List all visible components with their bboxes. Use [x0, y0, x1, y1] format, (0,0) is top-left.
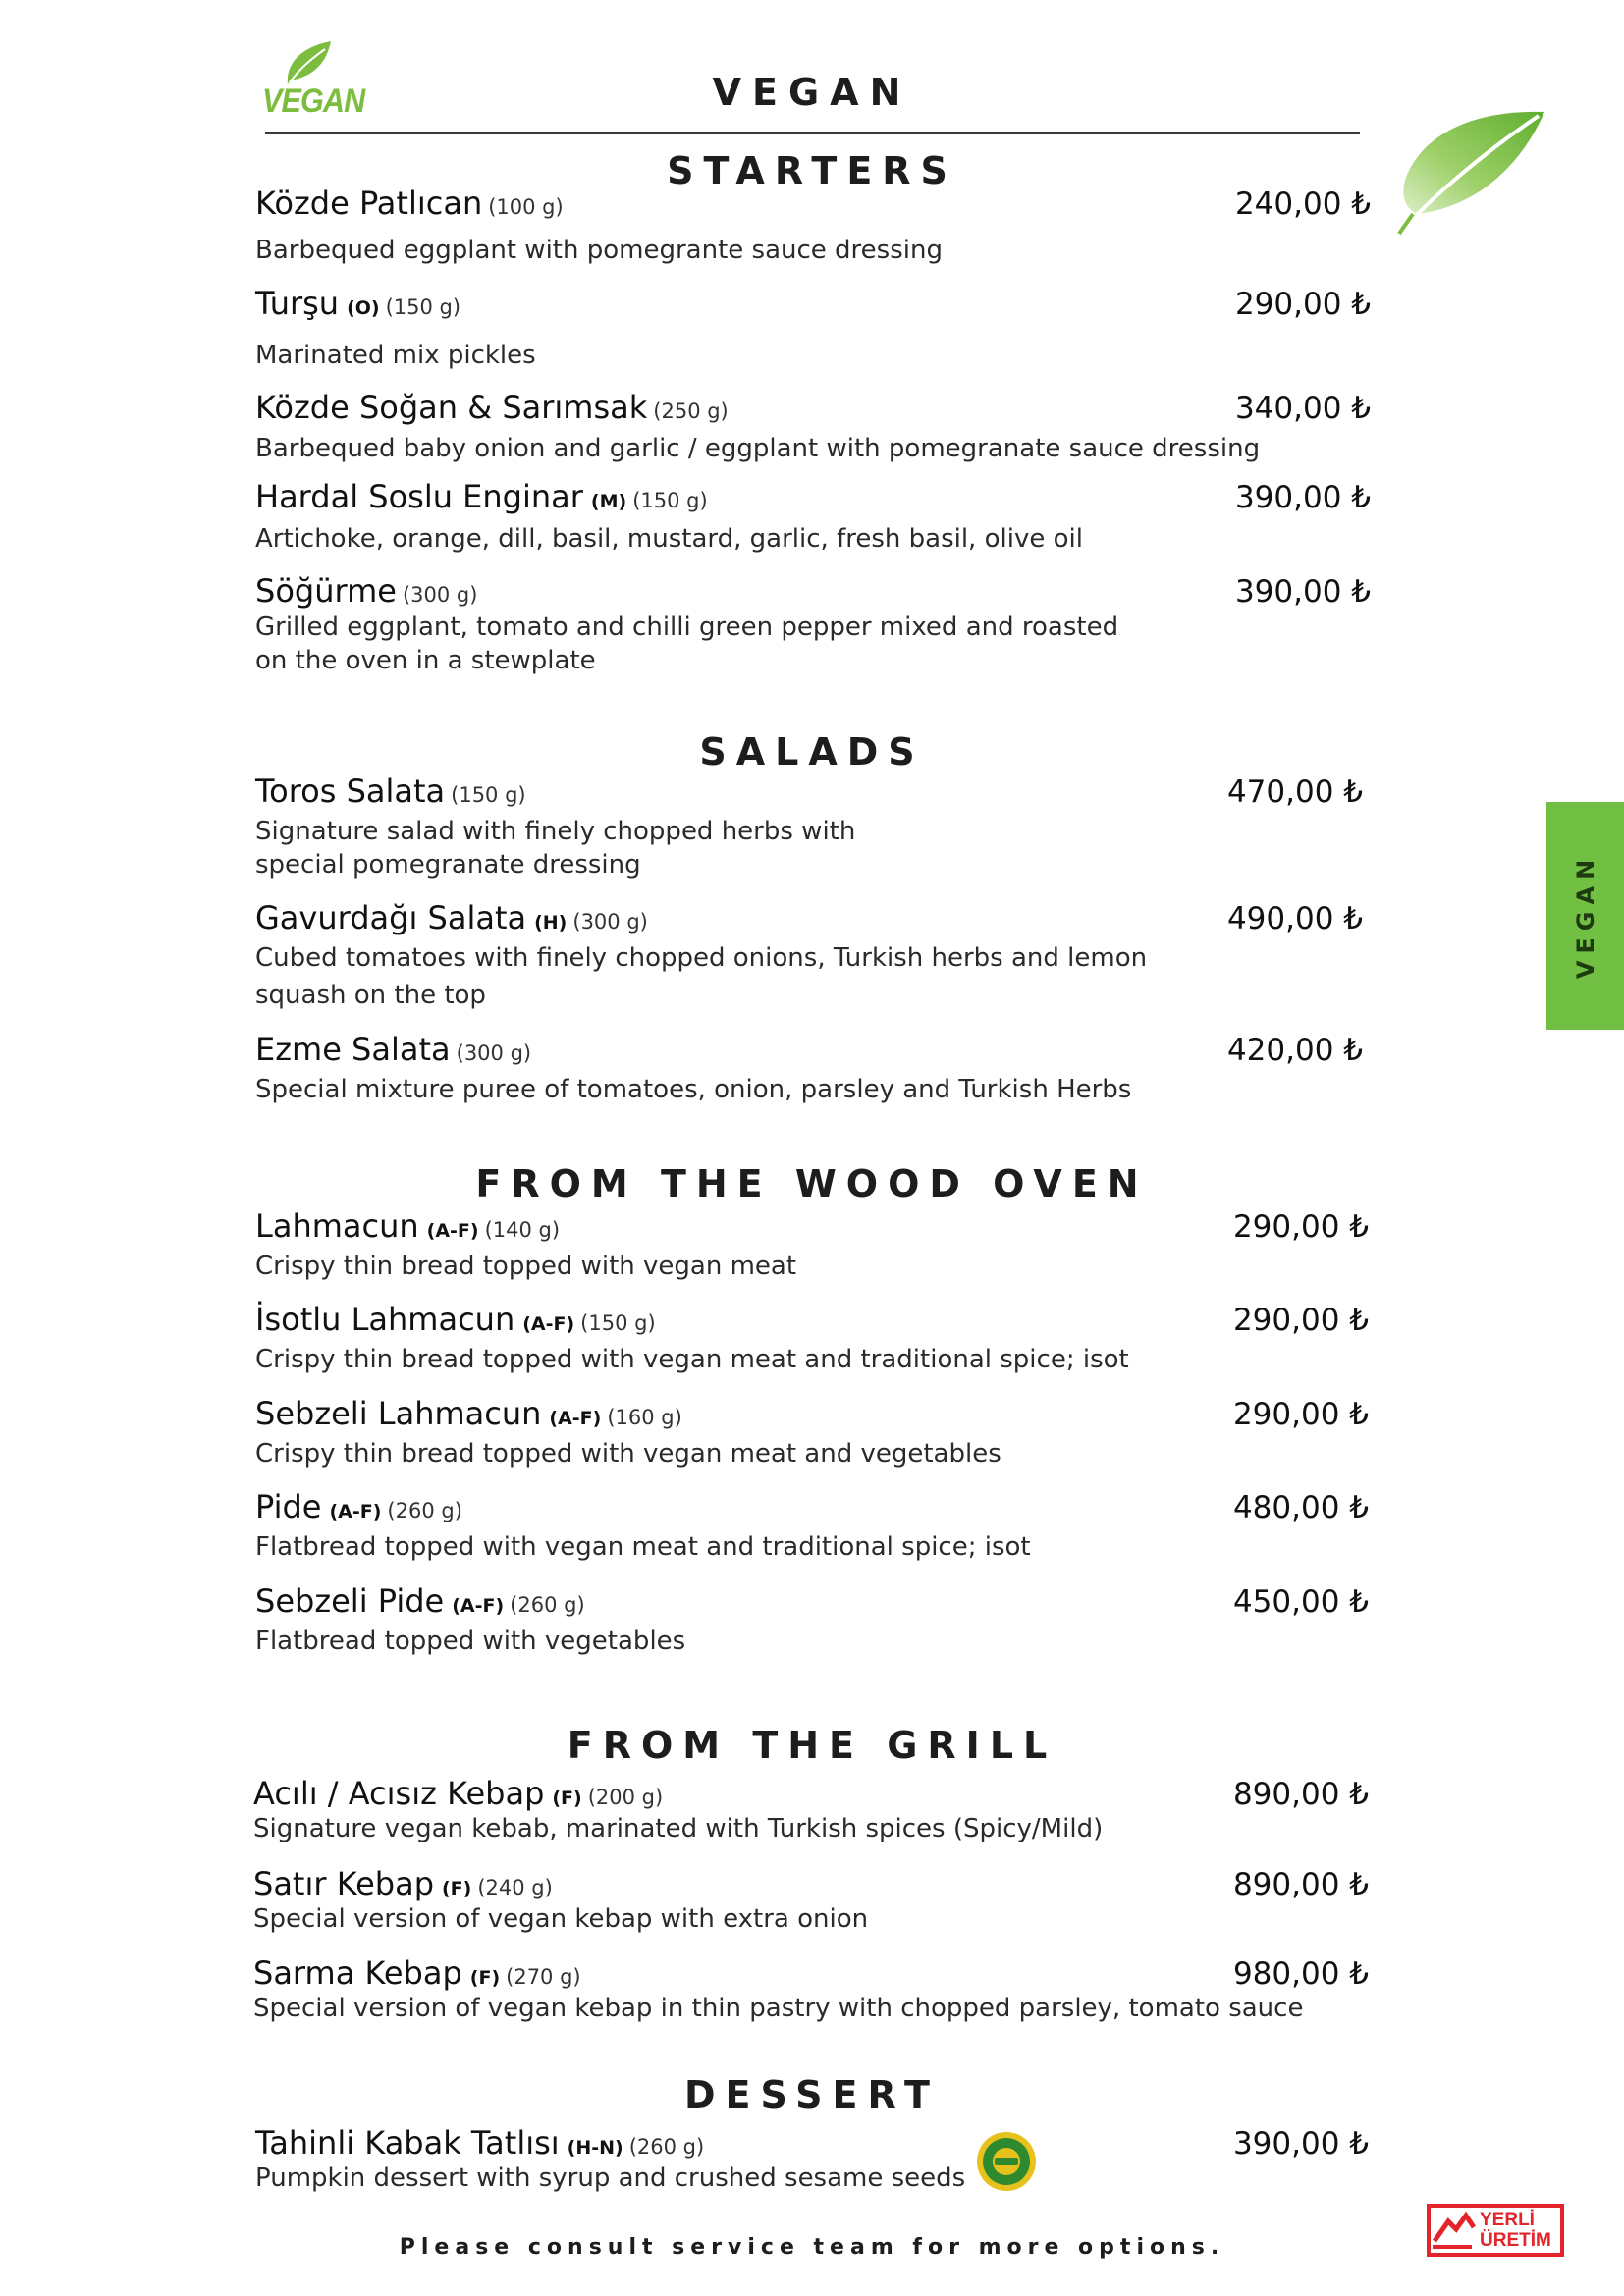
allergen-tag: (A-F)	[452, 1595, 505, 1617]
section-title-wood-oven: FROM THE WOOD OVEN	[475, 1162, 1149, 1205]
menu-item-name	[255, 185, 564, 222]
allergen-tag: (F)	[469, 1967, 501, 1989]
allergen-tag: (F)	[552, 1788, 582, 1809]
item-name-text: İsotlu Lahmacun	[255, 1301, 515, 1338]
allergen-tag: (A-F)	[329, 1501, 382, 1522]
badge-line-2: ÜRETİM	[1480, 2230, 1551, 2251]
menu-item-description: Barbequed baby onion and garlic / eggplant with pomegranate sauce dressing	[255, 434, 1261, 463]
menu-item-price: 450,00 ₺	[1232, 1584, 1369, 1620]
item-weight: (270 g)	[506, 1965, 581, 1989]
section-title-salads: SALADS	[699, 730, 925, 774]
menu-item-name	[255, 899, 648, 936]
item-name-text: Satır Kebap	[253, 1865, 434, 1902]
menu-item-name	[255, 478, 708, 515]
item-weight: (240 g)	[477, 1876, 553, 1899]
menu-item-description: Signature salad with finely chopped herbs with	[255, 817, 856, 846]
item-name-text: Tahinli Kabak Tatlısı	[255, 2124, 560, 2162]
badge-line-1: YERLİ	[1480, 2210, 1535, 2230]
menu-item-description: Crispy thin bread topped with vegan meat	[255, 1252, 797, 1281]
vegan-side-tab	[1546, 802, 1624, 1030]
menu-item-description: Signature vegan kebab, marinated with Turkish spices (Spicy/Mild)	[253, 1814, 1104, 1843]
menu-item-name	[253, 1775, 663, 1812]
menu-item-description: Marinated mix pickles	[255, 341, 536, 370]
item-weight: (260 g)	[387, 1499, 462, 1522]
item-weight: (250 g)	[653, 400, 729, 423]
item-weight: (150 g)	[451, 783, 526, 807]
menu-item-price: 240,00 ₺	[1234, 187, 1371, 222]
item-name-text: Pide	[255, 1488, 322, 1525]
vegan-logo-text: VEGAN	[262, 82, 365, 120]
item-name-text: Sebzeli Lahmacun	[255, 1395, 542, 1432]
menu-item-description: Crispy thin bread topped with vegan meat and traditional spice; isot	[255, 1345, 1129, 1374]
item-weight: (150 g)	[385, 295, 461, 319]
allergen-tag: (F)	[442, 1878, 472, 1899]
item-name-text: Gavurdağı Salata	[255, 899, 527, 936]
item-name-text: Sarma Kebap	[253, 1954, 462, 1992]
menu-item-description: Crispy thin bread topped with vegan meat and vegetables	[255, 1439, 1001, 1468]
menu-item-price: 290,00 ₺	[1232, 1209, 1369, 1245]
menu-item-price: 470,00 ₺	[1226, 774, 1363, 810]
menu-item-name	[253, 1865, 553, 1902]
menu-item-price: 290,00 ₺	[1234, 287, 1371, 322]
menu-item-name	[255, 572, 477, 610]
allergen-tag: (M)	[590, 491, 627, 512]
menu-item-price: 890,00 ₺	[1232, 1867, 1369, 1902]
menu-item-description: Cubed tomatoes with finely chopped onions, Turkish herbs and lemon	[255, 943, 1148, 973]
menu-item-price: 980,00 ₺	[1232, 1956, 1369, 1992]
item-weight: (200 g)	[587, 1786, 664, 1809]
menu-item-price: 490,00 ₺	[1226, 901, 1363, 936]
item-name-text: Ezme Salata	[255, 1031, 451, 1068]
item-weight: (100 g)	[488, 195, 564, 219]
menu-item-description: Special version of vegan kebap in thin pastry with chopped parsley, tomato sauce	[253, 1994, 1304, 2023]
menu-item-name	[255, 1301, 656, 1338]
menu-item-description: Special version of vegan kebap with extra onion	[253, 1904, 869, 1934]
menu-item-description: Pumpkin dessert with syrup and crushed sesame seeds	[255, 2163, 966, 2193]
geographical-indication-seal-icon	[976, 2131, 1037, 2192]
item-name-text: Sebzeli Pide	[255, 1582, 445, 1620]
menu-item-description: Barbequed eggplant with pomegrante sauce dressing	[255, 236, 943, 265]
menu-item-price: 390,00 ₺	[1234, 574, 1371, 610]
item-name-text: Közde Patlıcan	[255, 185, 483, 222]
item-name-text: Turşu	[255, 285, 340, 322]
menu-item-name	[255, 389, 729, 426]
item-name-text: Toros Salata	[255, 773, 446, 810]
menu-item-name	[255, 773, 526, 810]
menu-item-description: Artichoke, orange, dill, basil, mustard, garlic, fresh basil, olive oil	[255, 524, 1083, 554]
menu-item-name	[255, 1488, 462, 1525]
allergen-tag: (A-F)	[549, 1408, 602, 1429]
item-name-text: Söğürme	[255, 572, 397, 610]
allergen-tag: (A-F)	[426, 1220, 479, 1242]
item-name-text: Acılı / Acısız Kebap	[253, 1775, 545, 1812]
menu-item-description: Flatbread topped with vegan meat and traditional spice; isot	[255, 1532, 1031, 1562]
section-title-grill: FROM THE GRILL	[567, 1724, 1057, 1767]
item-weight: (260 g)	[510, 1593, 585, 1617]
menu-item-price: 890,00 ₺	[1232, 1777, 1369, 1812]
menu-item-name	[255, 1395, 682, 1432]
item-weight: (260 g)	[628, 2135, 705, 2159]
item-weight: (300 g)	[456, 1041, 532, 1065]
item-name-text: Lahmacun	[255, 1207, 419, 1245]
menu-item-description: on the oven in a stewplate	[255, 646, 596, 675]
item-weight: (150 g)	[580, 1311, 656, 1335]
menu-item-description: special pomegranate dressing	[255, 850, 641, 880]
allergen-tag: (O)	[347, 297, 380, 319]
item-name-text: Hardal Soslu Enginar	[255, 478, 583, 515]
menu-item-description: Flatbread topped with vegetables	[255, 1627, 686, 1656]
menu-item-name	[255, 285, 460, 322]
item-weight: (300 g)	[402, 583, 478, 607]
menu-item-name	[255, 1031, 531, 1068]
menu-item-price: 290,00 ₺	[1232, 1303, 1369, 1338]
menu-item-name	[255, 1582, 585, 1620]
footer-note: Please consult service team for more options.	[399, 2235, 1225, 2260]
side-tab-label: VEGAN	[1571, 852, 1599, 980]
yerli-uretim-badge	[1427, 2202, 1564, 2257]
header-divider	[265, 132, 1360, 134]
item-weight: (140 g)	[484, 1218, 561, 1242]
menu-item-price: 480,00 ₺	[1232, 1490, 1369, 1525]
allergen-tag: (H-N)	[567, 2137, 623, 2159]
menu-item-price: 390,00 ₺	[1232, 2126, 1369, 2162]
item-weight: (300 g)	[572, 910, 648, 934]
menu-item-description: squash on the top	[255, 981, 486, 1010]
menu-item-price: 390,00 ₺	[1234, 480, 1371, 515]
menu-item-description: Special mixture puree of tomatoes, onion, parsley and Turkish Herbs	[255, 1075, 1132, 1104]
menu-item-description: Grilled eggplant, tomato and chilli green pepper mixed and roasted	[255, 613, 1119, 642]
section-title-dessert: DESSERT	[684, 2073, 940, 2116]
item-weight: (150 g)	[632, 489, 708, 512]
menu-item-price: 290,00 ₺	[1232, 1397, 1369, 1432]
section-title-starters: STARTERS	[667, 149, 957, 192]
page-title: VEGAN	[712, 71, 912, 114]
item-name-text: Közde Soğan & Sarımsak	[255, 389, 648, 426]
item-weight: (160 g)	[607, 1406, 682, 1429]
menu-item-name	[255, 2124, 704, 2162]
menu-item-name	[253, 1954, 581, 1992]
allergen-tag: (H)	[534, 912, 568, 934]
menu-item-price: 420,00 ₺	[1226, 1033, 1363, 1068]
allergen-tag: (A-F)	[522, 1313, 575, 1335]
menu-item-name	[255, 1207, 560, 1245]
menu-item-price: 340,00 ₺	[1234, 391, 1371, 426]
